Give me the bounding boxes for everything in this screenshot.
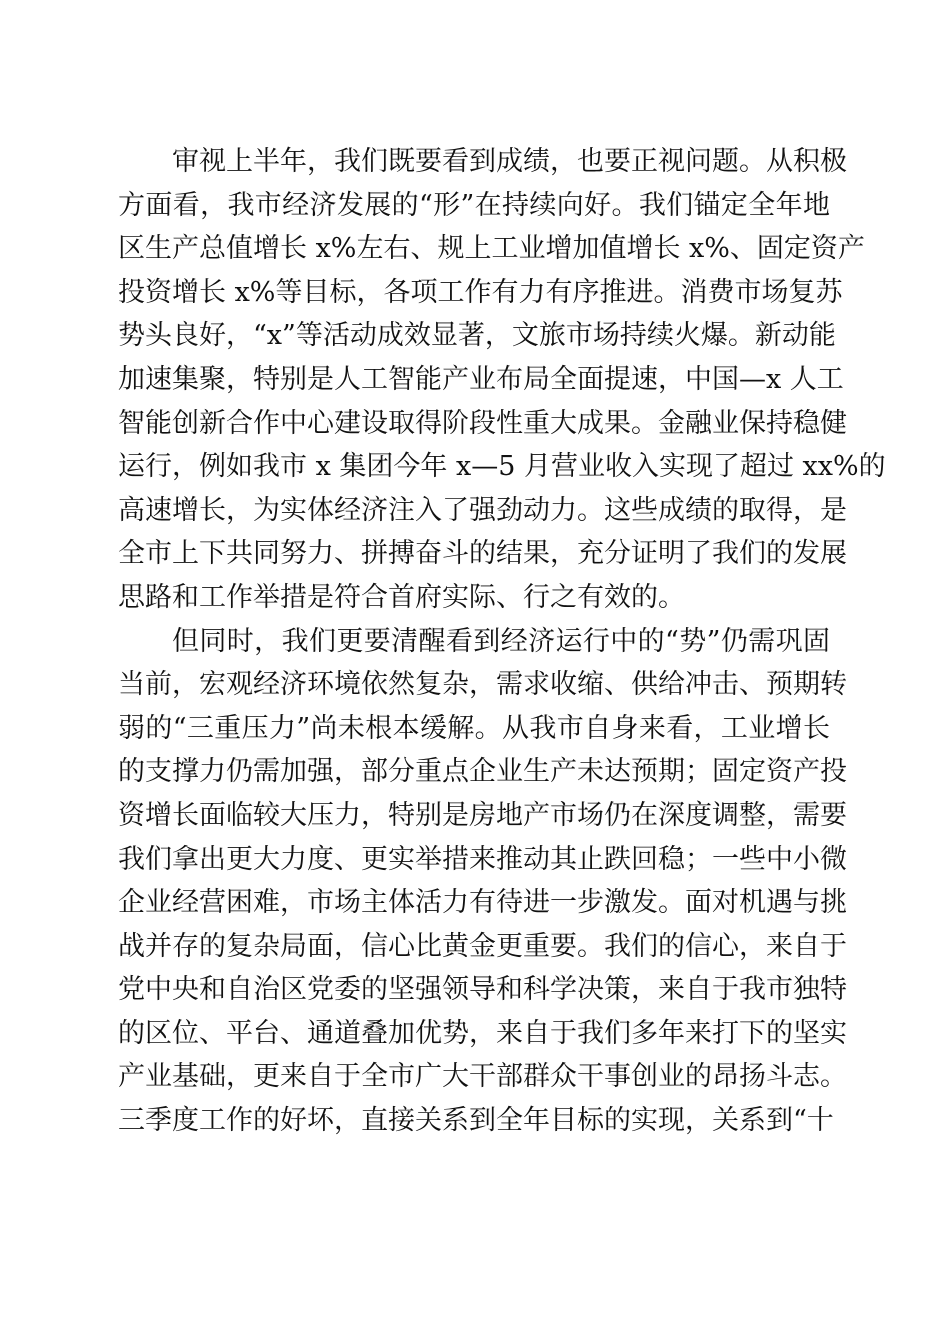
text-line: 的支撑力仍需加强，部分重点企业生产未达预期；固定资产投 xyxy=(118,756,847,788)
text-line: 势头良好，“x”等活动成效显著，文旅市场持续火爆。新动能 xyxy=(118,320,836,352)
text-line: 高速增长，为实体经济注入了强劲动力。这些成绩的取得，是 xyxy=(118,494,847,526)
text-line: 但同时，我们更要清醒看到经济运行中的“势”仍需巩固 xyxy=(172,625,830,657)
text-line: 思路和工作举措是符合首府实际、行之有效的。 xyxy=(118,581,685,613)
text-line: 区生产总值增长 x%左右、规上工业增加值增长 x%、固定资产 xyxy=(118,233,865,265)
text-line: 方面看，我市经济发展的“形”在持续向好。我们锚定全年地 xyxy=(118,189,830,221)
paragraph-1 xyxy=(118,140,886,620)
text-line: 资增长面临较大压力，特别是房地产市场仍在深度调整，需要 xyxy=(118,799,847,831)
text-line: 党中央和自治区党委的坚强领导和科学决策，来自于我市独特 xyxy=(118,974,847,1006)
text-line: 运行，例如我市 x 集团今年 x—5 月营业收入实现了超过 xx%的 xyxy=(118,451,886,483)
text-line: 加速集聚，特别是人工智能产业布局全面提速，中国—x 人工 xyxy=(118,363,844,395)
text-line: 战并存的复杂局面，信心比黄金更重要。我们的信心，来自于 xyxy=(118,930,847,962)
text-line: 产业基础，更来自于全市广大干部群众干事创业的昂扬斗志。 xyxy=(118,1061,847,1093)
text-line: 全市上下共同努力、拼搏奋斗的结果，充分证明了我们的发展 xyxy=(118,538,847,570)
text-line: 我们拿出更大力度、更实举措来推动其止跌回稳；一些中小微 xyxy=(118,843,847,875)
text-line: 审视上半年，我们既要看到成绩，也要正视问题。从积极 xyxy=(172,146,847,177)
text-line: 的区位、平台、通道叠加优势，来自于我们多年来打下的坚实 xyxy=(118,1017,847,1049)
paragraph-2 xyxy=(118,620,847,1143)
text-line: 智能创新合作中心建设取得阶段性重大成果。金融业保持稳健 xyxy=(118,407,847,439)
text-line: 投资增长 x%等目标，各项工作有力有序推进。消费市场复苏 xyxy=(118,276,843,308)
text-line: 企业经营困难，市场主体活力有待进一步激发。面对机遇与挑 xyxy=(118,887,847,919)
text-line: 三季度工作的好坏，直接关系到全年目标的实现，关系到“十 xyxy=(118,1105,834,1137)
document-body xyxy=(118,140,886,1143)
text-line: 当前，宏观经济环境依然复杂，需求收缩、供给冲击、预期转 xyxy=(118,669,847,701)
text-line: 弱的“三重压力”尚未根本缓解。从我市自身来看，工业增长 xyxy=(118,712,830,744)
